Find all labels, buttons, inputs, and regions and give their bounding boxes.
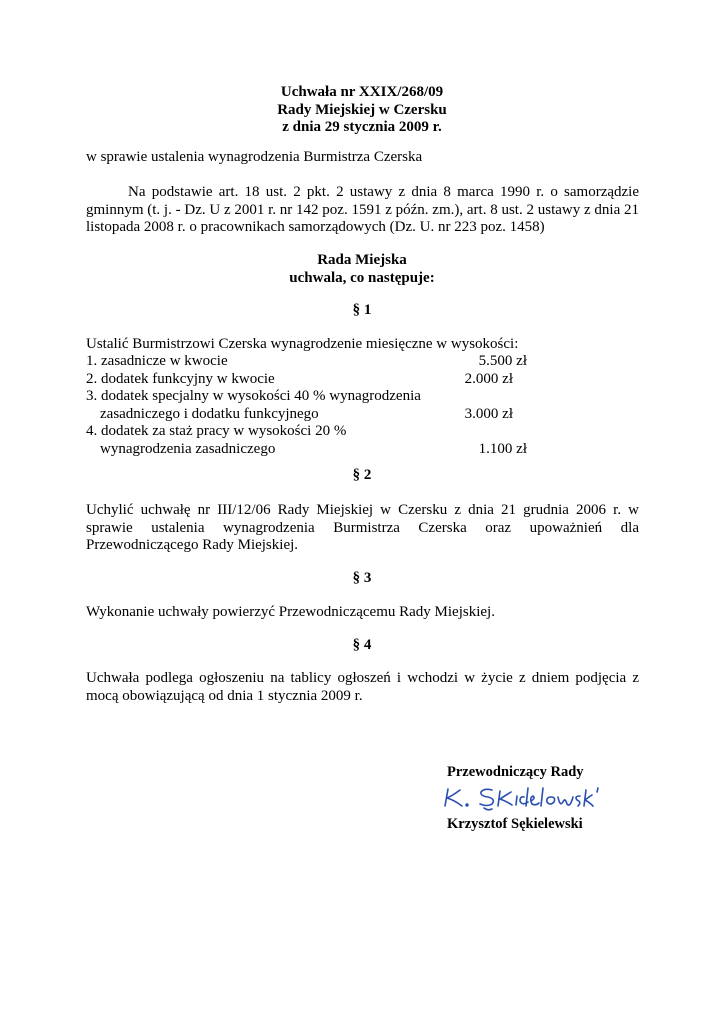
salary-item-amount: 1.100 zł [478, 440, 527, 457]
handwritten-signature [440, 780, 610, 814]
salary-item-base [86, 353, 527, 371]
section-1-intro: Ustalić Burmistrzowi Czerska wynagrodzenie miesięczne w wysokości: [86, 336, 519, 352]
chairman-name: Krzysztof Sękielewski [447, 816, 583, 832]
section-4-heading: § 4 [352, 637, 372, 653]
salary-item-label: 4. dodatek za staż pracy w wysokości 20 % [86, 423, 347, 439]
section-3-heading: § 3 [352, 570, 372, 586]
salary-item-amount: 3.000 zł [464, 405, 513, 422]
council-name: Rada Miejska [317, 252, 407, 268]
salary-item-amount: 2.000 zł [464, 370, 513, 387]
salary-item-label-cont: wynagrodzenia zasadniczego [100, 440, 276, 457]
salary-item-special-cont [86, 406, 527, 424]
salary-item-label: 1. zasadnicze w kwocie [86, 353, 228, 369]
salary-item-label: 3. dodatek specjalny w wysokości 40 % wynagrodzenia [86, 388, 421, 404]
council-heading [0, 252, 724, 287]
salary-item-label: 2. dodatek funkcyjny w kwocie [86, 370, 275, 387]
resolution-header [0, 84, 724, 137]
section-1-heading: § 1 [352, 302, 372, 318]
section-2-heading: § 2 [352, 467, 372, 483]
resolution-number: Uchwała nr XXIX/268/09 [280, 84, 444, 100]
chairman-title: Przewodniczący Rady [447, 764, 584, 780]
salary-components-list [86, 353, 527, 458]
council-decision: uchwala, co następuje: [289, 269, 435, 286]
section-2-text: Uchylić uchwałę nr III/12/06 Rady Miejskiej w Czersku z dnia 21 grudnia 2006 r. w sprawie ustalenia wynagrodzenia Burmistrza Czerska oraz upoważnień dla Przewodniczącego Rady Miejskiej. [86, 502, 639, 553]
salary-item-amount: 5.500 zł [478, 353, 527, 369]
resolution-council: Rady Miejskiej w Czersku [277, 101, 447, 118]
legal-basis-paragraph: Na podstawie art. 18 ust. 2 pkt. 2 ustawy z dnia 8 marca 1990 r. o samorządzie gminnym (t. j. - Dz. U z 2001 r. nr 142 poz. 1591 z późn. zm.), art. 8 ust. 2 ustawy z dnia 21 listopada 2008 r. o pracownikach samorządowych (Dz. U. nr 223 poz. 1458) [86, 184, 639, 235]
salary-item-functional [86, 371, 527, 389]
section-4-text: Uchwała podlega ogłoszeniu na tablicy ogłoszeń i wchodzi w życie z dniem podjęcia z mocą obowiązującą od dnia 1 stycznia 2009 r. [86, 670, 639, 704]
salary-item-seniority-cont [86, 441, 527, 459]
resolution-subject: w sprawie ustalenia wynagrodzenia Burmistrza Czerska [86, 149, 423, 165]
salary-item-seniority [86, 423, 527, 441]
resolution-date: z dnia 29 stycznia 2009 r. [282, 119, 442, 135]
salary-item-label-cont: zasadniczego i dodatku funkcyjnego [100, 405, 319, 422]
section-3-text: Wykonanie uchwały powierzyć Przewodniczącemu Rady Miejskiej. [86, 604, 495, 620]
salary-item-special [86, 388, 527, 406]
